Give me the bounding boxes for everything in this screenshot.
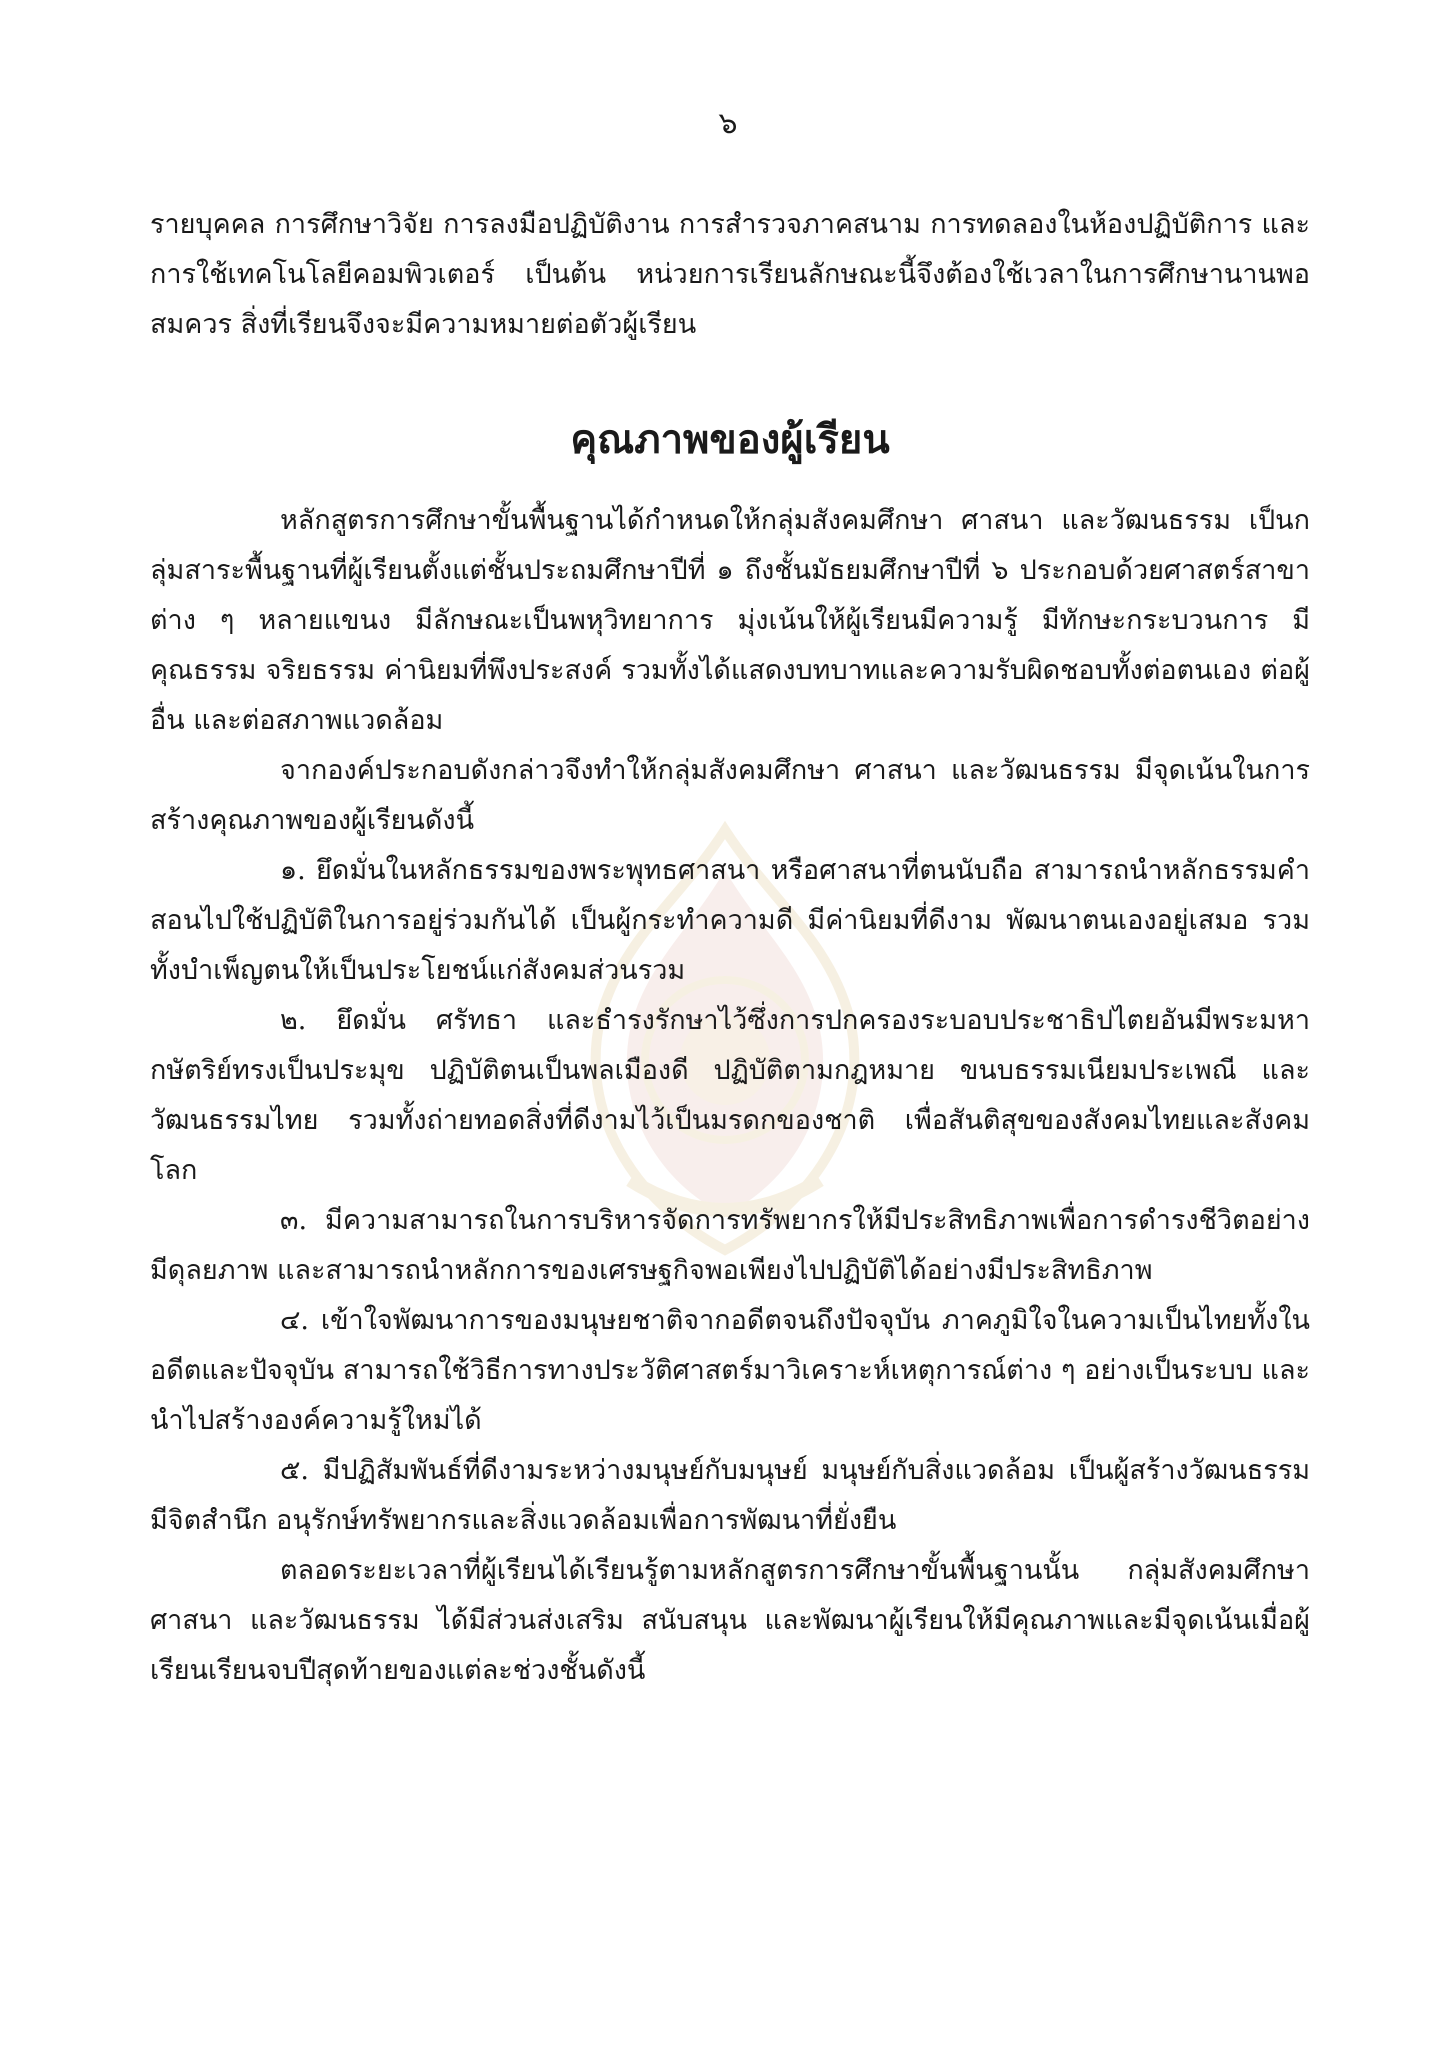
paragraph: จากองค์ประกอบดังกล่าวจึงทำให้กลุ่มสังคมศึกษา ศาสนา และวัฒนธรรม มีจุดเน้นในการสร้างคุณภาพของผู้เรียนดังนี้	[150, 755, 1310, 836]
intro-paragraph: รายบุคคล การศึกษาวิจัย การลงมือปฏิบัติงาน การสำรวจภาคสนาม การทดลองในห้องปฏิบัติการ และการใช้เทคโนโลยีคอมพิวเตอร์ เป็นต้น หน่วยการเรียนลักษณะนี้จึงต้องใช้เวลาในการศึกษานานพอสมควร สิ่งที่เรียนจึงจะมีความหมายต่อตัวผู้เรียน	[150, 209, 1310, 340]
section-heading: คุณภาพของผู้เรียน	[570, 416, 890, 463]
list-item: ๕. มีปฏิสัมพันธ์ที่ดีงามระหว่างมนุษย์กับมนุษย์ มนุษย์กับสิ่งแวดล้อม เป็นผู้สร้างวัฒนธรรม มีจิตสำนึก อนุรักษ์ทรัพยากรและสิ่งแวดล้อมเพื่อการพัฒนาที่ยั่งยืน	[150, 1455, 1310, 1536]
page-number: ๖	[718, 106, 738, 141]
list-item: ๑. ยึดมั่นในหลักธรรมของพระพุทธศาสนา หรือศาสนาที่ตนนับถือ สามารถนำหลักธรรมคำสอนไปใช้ปฏิบัติในการอยู่ร่วมกันได้ เป็นผู้กระทำความดี มีค่านิยมที่ดีงาม พัฒนาตนเองอยู่เสมอ รวมทั้งบำเพ็ญตนให้เป็นประโยชน์แก่สังคมส่วนรวม	[150, 855, 1310, 986]
list-item: ๓. มีความสามารถในการบริหารจัดการทรัพยากรให้มีประสิทธิภาพเพื่อการดำรงชีวิตอย่างมีดุลยภาพ และสามารถนำหลักการของเศรษฐกิจพอเพียงไปปฏิบัติได้อย่างมีประสิทธิภาพ	[150, 1205, 1310, 1286]
paragraph: หลักสูตรการศึกษาขั้นพื้นฐานได้กำหนดให้กลุ่มสังคมศึกษา ศาสนา และวัฒนธรรม เป็นกลุ่มสาระพื้นฐานที่ผู้เรียนตั้งแต่ชั้นประถมศึกษาปีที่ ๑ ถึงชั้นมัธยมศึกษาปีที่ ๖ ประกอบด้วยศาสตร์สาขาต่าง ๆ หลายแขนง มีลักษณะเป็นพหุวิทยาการ มุ่งเน้นให้ผู้เรียนมีความรู้ มีทักษะกระบวนการ มีคุณธรรม จริยธรรม ค่านิยมที่พึงประสงค์ รวมทั้งได้แสดงบทบาทและความรับผิดชอบทั้งต่อตนเอง ต่อผู้อื่น และต่อสภาพแวดล้อม	[150, 505, 1310, 736]
list-item: ๒. ยึดมั่น ศรัทธา และธำรงรักษาไว้ซึ่งการปกครองระบอบประชาธิปไตยอันมีพระมหากษัตริย์ทรงเป็นประมุข ปฏิบัติตนเป็นพลเมืองดี ปฏิบัติตามกฎหมาย ขนบธรรมเนียมประเพณี และวัฒนธรรมไทย รวมทั้งถ่ายทอดสิ่งที่ดีงามไว้เป็นมรดกของชาติ เพื่อสันติสุขของสังคมไทยและสังคมโลก	[150, 1005, 1310, 1186]
document-body	[150, 200, 1310, 1696]
list-item: ๔. เข้าใจพัฒนาการของมนุษยชาติจากอดีตจนถึงปัจจุบัน ภาคภูมิใจในความเป็นไทยทั้งในอดีตและปัจจุบัน สามารถใช้วิธีการทางประวัติศาสตร์มาวิเคราะห์เหตุการณ์ต่าง ๆ อย่างเป็นระบบ และนำไปสร้างองค์ความรู้ใหม่ได้	[150, 1305, 1310, 1436]
closing-paragraph: ตลอดระยะเวลาที่ผู้เรียนได้เรียนรู้ตามหลักสูตรการศึกษาขั้นพื้นฐานนั้น กลุ่มสังคมศึกษา ศาสนา และวัฒนธรรม ได้มีส่วนส่งเสริม สนับสนุน และพัฒนาผู้เรียนให้มีคุณภาพและมีจุดเน้นเมื่อผู้เรียนเรียนจบปีสุดท้ายของแต่ละช่วงชั้นดังนี้	[150, 1555, 1310, 1686]
